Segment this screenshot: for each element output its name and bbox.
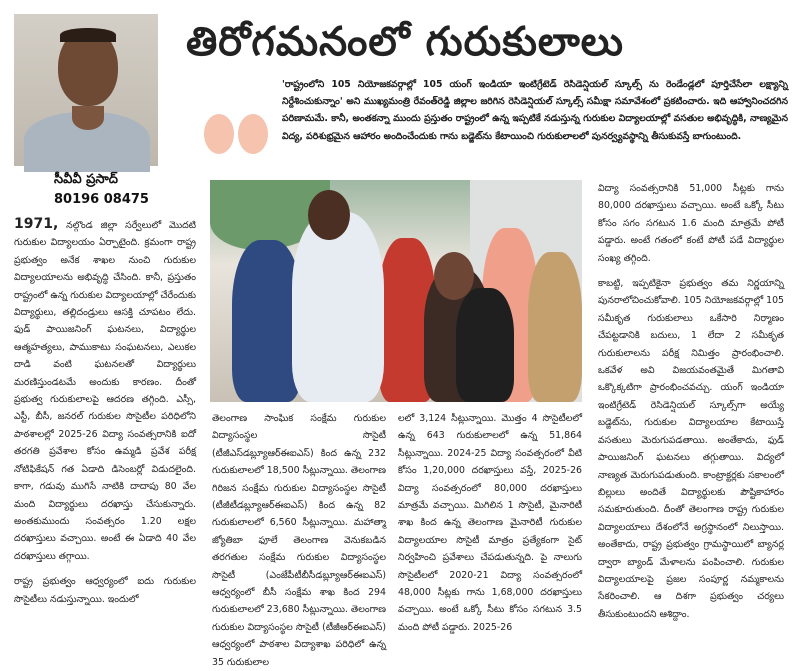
column-1-text: నల్గొండ జిల్లా సర్వేలులో మొదటి గురుకుల విద్యాలయం ఏర్పాటైంది. క్రమంగా రాష్ట్ర ప్రభుత్వం అనేక శాఖల నుంచి గురుకుల విద్యాలయాలను అభివృద్ధి చేసింది. కానీ, ప్రస్తుతం రాష్ట్రంలో ఉన్న గురుకుల విద్యాలయాల్లో చేరేందుకు విద్యార్థులు, తల్లిదండ్రులు ఆసక్తి చూపటం లేదు. ఫుడ్ పాయిజనింగ్ ఘటనలు, విద్యార్థుల ఆత్మహత్యలు, పాముకాటు సంఘటనలు, ఎలుకల దాడి వంటి ఘటనలతో విద్యార్థులు మరణిస్తుండటమే అందుకు కారణం. దీంతో ప్రభుత్వ గురుకులాలపై ఆదరణ తగ్గింది. ఎస్సీ, ఎస్టీ, బీసీ, జనరల్ గురుకుల సొసైటీల పరిధిలోని పాఠశాలల్లో 2025-26 విద్యా సంవత్సరానికి ఐదో తరగతి ప్రవేశాల కోసం ఉమ్మడి ప్రవేశ పరీక్ష నోటిఫికేషన్ గత ఏడాది డిసెంబర్లో విడుదలైంది. కాగా, గడువు ముగిసే నాటికి దాదాపు 80 వేల మంది విద్యార్థులు దరఖాస్తు చేసుకున్నారు. అంతకుముందు సంవత్సరం 1.20 లక్షల దరఖాస్తులు వచ్చాయి. అంటే ఈ ఏడాది 40 వేల దరఖాస్తులు తగ్గాయి. xyxy=(14,220,196,562)
author-name: సీవీవీ ప్రసాద్ xyxy=(54,172,118,187)
column-2: తెలంగాణ సాంఘిక సంక్షేమ గురుకుల విద్యాసంస్థల సొసైటీ (టీజీఎస్‌డబ్ల్యూఆర్ఈఐఎస్) కింద ఉన్న 232 గురుకులాలలో 18,500 సీట్లున్నాయి. తెలంగాణ గిరిజన సంక్షేమ గురుకుల విద్యాసంస్థల సొసైటీ (టీజీటీడబ్ల్యూఆర్ఈఐఎస్) కింద ఉన్న 82 గురుకులాలలో 6,560 సీట్లున్నాయి. మహాత్మా జ్యోతిబా ఫూలే తెలంగాణ వెనుకబడిన తరగతుల సంక్షేమ గురుకుల విద్యాసంస్థల సొసైటీ (ఎంజేపీటీబీసీడబ్ల్యూఆర్ఈఐఎస్) ఆధ్వర్యంలో బీసీ సంక్షేమ శాఖ కింద 294 గురుకులాలలో 23,680 సీట్లున్నాయి. తెలంగాణ గురుకుల విద్యాసంస్థల సొసైటీ (టీజీఆర్ఈఐఎస్) ఆధ్వర్యంలో పాఠశాల విద్యాశాఖ పరిధిలో ఉన్న 35 గురుకులాల xyxy=(212,413,386,668)
headline: తిరోగమనంలో గురుకులాలు xyxy=(186,18,625,65)
quote-mark-icon xyxy=(200,106,274,162)
column-4 xyxy=(598,180,784,623)
dateline: 1971, xyxy=(14,216,59,232)
author-phone: 80196 08475 xyxy=(54,192,149,207)
column-1 xyxy=(14,216,196,608)
column-1-paragraph-2: రాష్ట్ర ప్రభుత్వం ఆధ్వర్యంలో ఐదు గురుకుల సొసైటీలు నడుస్తున్నాయి. ఇందులో xyxy=(14,576,196,605)
news-photo xyxy=(210,180,582,402)
column-4-paragraph-2: కాబట్టి, ఇప్పటికైనా ప్రభుత్వం తమ నిర్ణయాన్ని పునరాలోచించుకోవాలి. 105 నియోజకవర్గాల్లో 105 సమీకృత గురుకులాలు ఒకేసారి నిర్మాణం చేపట్టడానికి బదులు, 1 లేదా 2 సమీకృత గురుకులాలను పరీక్ష నిమిత్తం ప్రారంభించాలి. ఒకవేళ అవి విజయవంతమైతే మిగతావి ఒక్కొక్కటిగా ప్రారంభించవచ్చు. యంగ్ ఇండియా ఇంటిగ్రేటెడ్ రెసిడెన్షియల్ స్కూల్స్‌గా అయ్యే బడ్జెట్‌ను, గురుకుల విద్యాలయాల కేటాయిస్తే వసతులు మెరుగుపడతాయి. అంతేకాదు, ఫుడ్ పాయిజనింగ్ ఘటనలు తగ్గుతాయి. విద్యలో నాణ్యత మెరుగుపడుతుంది. కాంట్రాక్టర్లకు సకాలంలో బిల్లులు అందితే విద్యార్థులకు పౌష్టికాహారం సమకూరుతుంది. దీంతో తెలంగాణ రాష్ట్ర గురుకుల విద్యాలయాలు దేశంలోనే అగ్రస్థానంలో నిలుస్తాయి. అంతేకాదు, రాష్ట్ర ప్రభుత్వం గ్రామస్థాయిలో బ్యానర్ల ద్వారా బ్యాండ్ మేళాలను పంపించాలి. గురుకుల విద్యాలయాలపై ప్రజల సంపూర్ణ నమ్మకాలను సేకరించాలి. ఆ దిశగా ప్రభుత్వం చర్యలు తీసుకుంటుందని ఆశిద్దాం. xyxy=(598,278,784,620)
column-3: లలో 3,124 సీట్లున్నాయి. మొత్తం 4 సొసైటీలలో ఉన్న 643 గురుకులాలలో ఉన్న 51,864 సీట్లున్నాయి. 2024-25 విద్యా సంవత్సరంలో వీటి కోసం 1,20,000 దరఖాస్తులు వస్తే, 2025-26 విద్యా సంవత్సరంలో 80,000 దరఖాస్తులు మాత్రమే వచ్చాయి. మిగిలిన 1 సొసైటీ, మైనారిటీ శాఖ కింద ఉన్న తెలంగాణ మైనారిటీ గురుకుల విద్యాలయాల సొసైటీ మాత్రం ప్రత్యేకంగా సైట్ నిర్వహించి ప్రవేశాలు చేపడుతున్నది. పై నాలుగు సొసైటీలలో 2020-21 విద్యా సంవత్సరంలో 48,000 సీట్లకు గాను 1,68,000 దరఖాస్తులు వచ్చాయి. అంటే ఒక్కో సీటు కోసం సగటున 3.5 మంది పోటీ పడ్డారు. 2025-26 xyxy=(398,413,582,633)
author-photo xyxy=(14,14,158,166)
intro-paragraph: 'రాష్ట్రంలోని 105 నియోజకవర్గాల్లో 105 యంగ్ ఇండియా ఇంటిగ్రేటెడ్ రెసిడెన్షియల్ స్కూల్స్ ను రెండేండ్లలో పూర్తిచేసేలా లక్ష్యాన్ని నిర్దేశించుకున్నాం' అని ముఖ్యమంత్రి రేవంత్‌రెడ్డి జిల్లాల జరిగిన రెసిడెన్షియల్ స్కూల్స్ సమీక్షా సమావేశంలో ప్రకటించారు. ఇది ఆహ్వానించదగిన పరిణామమే. కానీ, అంతకన్నా ముందు ప్రస్తుతం రాష్ట్రంలో ఉన్న ఇప్పటికే నడుస్తున్న గురుకుల విద్యాలయాల్లో వసతుల అభివృద్ధికి, నాణ్యమైన విద్య, పరిశుభ్రమైన ఆహారం అందించేందుకు గాను బడ్జెట్‌ను కేటాయించి గురుకులాలలో పునర్వ్యవస్థాన్ని తీసుకువస్తే బాగుంటుంది. xyxy=(282,79,788,142)
column-4-paragraph-1: విద్యా సంవత్సరానికి 51,000 సీట్లకు గాను 80,000 దరఖాస్తులు వచ్చాయి. అంటే ఒక్కో సీటు కోసం సగం సగటున 1.6 మంది మాత్రమే పోటీ పడ్డారు. అంటే గతంలో కంటే పోటీ పడే విద్యార్థుల సంఖ్య తగ్గింది. xyxy=(598,183,784,264)
column-1-paragraph xyxy=(14,216,196,565)
